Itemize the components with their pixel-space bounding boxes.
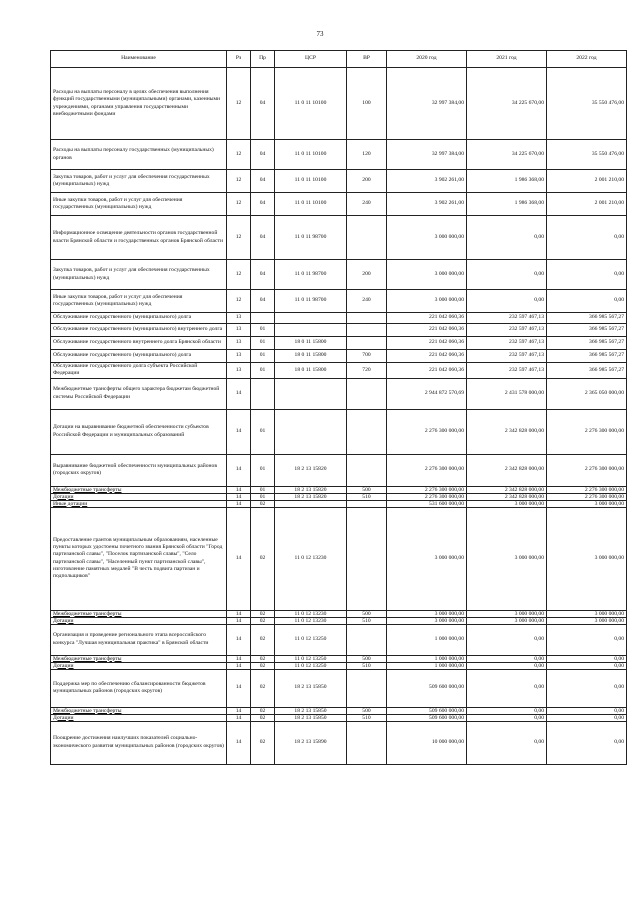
cell-2022: 3 000 000,00 (547, 610, 627, 617)
cell-2020: 2 276 300 000,00 (387, 454, 467, 486)
table-row (51, 68, 627, 140)
cell-name: Иные закупки товаров, работ и услуг для обеспечения государственных (муниципальных) нужд (51, 193, 227, 216)
cell-name: Дотации на выравнивание бюджетной обеспеченности субъектов Российской Федерации и муниципальных образований (51, 409, 227, 454)
cell-2022: 0,00 (547, 655, 627, 662)
cell-2022: 35 550 476,00 (547, 140, 627, 170)
cell-pr: 04 (251, 290, 275, 313)
cell-rz: 13 (227, 337, 251, 350)
cell-pr: 02 (251, 669, 275, 707)
cell-rz: 12 (227, 68, 251, 140)
table-row (51, 486, 627, 493)
cell-rz: 14 (227, 624, 251, 655)
cell-name: Межбюджетные трансферты (51, 486, 227, 493)
cell-2020: 2 276 300 000,00 (387, 409, 467, 454)
cell-2022: 2 001 210,00 (547, 170, 627, 193)
cell-2021: 232 597 467,13 (467, 313, 547, 324)
cell-csr: 11 0 12 13230 (275, 617, 347, 624)
cell-2021: 0,00 (467, 714, 547, 721)
cell-name: Обслуживание государственного внутреннего долга Брянской области (51, 337, 227, 350)
cell-name: Дотации (51, 493, 227, 500)
table-row (51, 454, 627, 486)
cell-pr: 02 (251, 721, 275, 764)
cell-csr: 11 0 11 10100 (275, 193, 347, 216)
cell-pr: 01 (251, 409, 275, 454)
cell-csr: 11 0 11 98700 (275, 290, 347, 313)
cell-rz: 14 (227, 655, 251, 662)
cell-2020: 221 042 060,36 (387, 313, 467, 324)
budget-table (50, 50, 627, 765)
cell-csr: 11 0 12 13250 (275, 662, 347, 669)
table-row (51, 662, 627, 669)
table-row (51, 617, 627, 624)
table-row (51, 216, 627, 260)
cell-pr: 02 (251, 507, 275, 610)
cell-2020: 221 042 060,36 (387, 324, 467, 337)
cell-rz: 12 (227, 140, 251, 170)
cell-pr: 01 (251, 486, 275, 493)
cell-2022: 2 276 300 000,00 (547, 454, 627, 486)
cell-pr: 01 (251, 350, 275, 363)
cell-csr: 11 0 12 13250 (275, 624, 347, 655)
cell-vr: 510 (347, 714, 387, 721)
cell-csr (275, 378, 347, 409)
cell-csr (275, 500, 347, 507)
cell-2020: 509 600 000,00 (387, 714, 467, 721)
cell-2021: 232 597 467,13 (467, 363, 547, 379)
cell-2020: 1 000 000,00 (387, 624, 467, 655)
table-row (51, 493, 627, 500)
cell-vr (347, 378, 387, 409)
cell-2020: 1 000 000,00 (387, 655, 467, 662)
cell-vr: 700 (347, 350, 387, 363)
cell-2022: 0,00 (547, 260, 627, 290)
cell-vr: 200 (347, 260, 387, 290)
cell-rz: 14 (227, 454, 251, 486)
table-row (51, 500, 627, 507)
cell-2020: 2 276 300 000,00 (387, 486, 467, 493)
cell-rz: 13 (227, 350, 251, 363)
cell-name: Поощрение достижения наилучших показателей социально-экономического развития муниципальных районов (городских округов) (51, 721, 227, 764)
table-body (51, 68, 627, 765)
cell-vr (347, 721, 387, 764)
cell-vr (347, 454, 387, 486)
cell-rz: 12 (227, 193, 251, 216)
cell-2021: 2 342 828 000,00 (467, 409, 547, 454)
cell-csr: 11 0 12 13230 (275, 610, 347, 617)
cell-2020: 32 997 384,00 (387, 140, 467, 170)
cell-pr: 02 (251, 662, 275, 669)
cell-rz: 13 (227, 324, 251, 337)
cell-rz: 14 (227, 610, 251, 617)
cell-2020: 1 000 000,00 (387, 662, 467, 669)
cell-2022: 366 985 567,27 (547, 363, 627, 379)
cell-vr: 120 (347, 140, 387, 170)
cell-2021: 3 000 000,00 (467, 500, 547, 507)
cell-vr (347, 324, 387, 337)
table-row (51, 363, 627, 379)
cell-name: Обслуживание государственного (муниципального) внутреннего долга (51, 324, 227, 337)
cell-csr: 18 2 13 15850 (275, 714, 347, 721)
cell-vr: 500 (347, 707, 387, 714)
cell-2022: 3 000 000,00 (547, 507, 627, 610)
cell-2022: 0,00 (547, 721, 627, 764)
cell-2021: 3 000 000,00 (467, 617, 547, 624)
cell-name: Информационное освещение деятельности органов государственной власти Брянской области и государственных органов Брянской области (51, 216, 227, 260)
cell-csr: 18 2 13 15850 (275, 707, 347, 714)
cell-2020: 10 000 000,00 (387, 721, 467, 764)
cell-2020: 221 042 060,36 (387, 350, 467, 363)
cell-2021: 0,00 (467, 662, 547, 669)
cell-rz: 12 (227, 216, 251, 260)
cell-pr (251, 378, 275, 409)
cell-csr: 18 0 11 15800 (275, 337, 347, 350)
table-row (51, 140, 627, 170)
table-row (51, 170, 627, 193)
cell-2020: 3 000 000,00 (387, 290, 467, 313)
cell-name: Иные закупки товаров, работ и услуг для обеспечения государственных (муниципальных) нужд (51, 290, 227, 313)
cell-csr: 18 2 13 15890 (275, 721, 347, 764)
cell-2021: 3 000 000,00 (467, 610, 547, 617)
cell-rz: 12 (227, 290, 251, 313)
cell-2022: 0,00 (547, 714, 627, 721)
cell-csr: 11 0 11 10100 (275, 68, 347, 140)
col-header-name: Наименование (51, 51, 227, 68)
cell-pr (251, 313, 275, 324)
table-row (51, 260, 627, 290)
cell-2020: 3 000 000,00 (387, 260, 467, 290)
cell-2020: 32 997 384,00 (387, 68, 467, 140)
cell-vr: 200 (347, 170, 387, 193)
table-row (51, 290, 627, 313)
cell-2022: 2 001 210,00 (547, 193, 627, 216)
col-header-2022: 2022 год (547, 51, 627, 68)
col-header-vr: ВР (347, 51, 387, 68)
cell-rz: 14 (227, 714, 251, 721)
cell-2021: 34 225 670,00 (467, 68, 547, 140)
cell-2020: 3 000 000,00 (387, 617, 467, 624)
cell-2021: 232 597 467,13 (467, 337, 547, 350)
cell-2021: 1 986 368,00 (467, 193, 547, 216)
cell-rz: 14 (227, 500, 251, 507)
cell-2020: 509 600 000,00 (387, 707, 467, 714)
cell-2021: 0,00 (467, 290, 547, 313)
cell-2022: 0,00 (547, 216, 627, 260)
table-row (51, 714, 627, 721)
cell-2022: 2 365 050 000,00 (547, 378, 627, 409)
cell-csr: 18 2 13 15820 (275, 493, 347, 500)
cell-pr: 02 (251, 624, 275, 655)
cell-name: Межбюджетные трансферты общего характера бюджетам бюджетной системы Российской Федерации (51, 378, 227, 409)
table-row (51, 350, 627, 363)
cell-pr: 02 (251, 714, 275, 721)
table-row (51, 624, 627, 655)
cell-2022: 0,00 (547, 707, 627, 714)
col-header-2020: 2020 год (387, 51, 467, 68)
table-row (51, 721, 627, 764)
cell-name: Организация и проведение регионального этапа всероссийского конкурса "Лучшая муниципальная практика" в Брянской области (51, 624, 227, 655)
cell-csr: 11 0 11 98700 (275, 216, 347, 260)
cell-rz: 14 (227, 507, 251, 610)
cell-csr: 18 0 11 15800 (275, 350, 347, 363)
cell-2022: 0,00 (547, 669, 627, 707)
cell-csr: 11 0 11 10100 (275, 140, 347, 170)
cell-2022: 0,00 (547, 290, 627, 313)
table-row (51, 324, 627, 337)
cell-name: Иные дотации (51, 500, 227, 507)
cell-2022: 2 276 300 000,00 (547, 409, 627, 454)
cell-rz: 13 (227, 313, 251, 324)
cell-csr (275, 409, 347, 454)
cell-2020: 3 000 000,00 (387, 216, 467, 260)
cell-pr: 02 (251, 610, 275, 617)
cell-pr: 01 (251, 493, 275, 500)
cell-2022: 2 276 300 000,00 (547, 486, 627, 493)
cell-pr: 04 (251, 193, 275, 216)
cell-2020: 509 600 000,00 (387, 669, 467, 707)
cell-csr: 11 0 12 13250 (275, 655, 347, 662)
cell-name: Межбюджетные трансферты (51, 707, 227, 714)
col-header-rz: Рз (227, 51, 251, 68)
cell-vr (347, 409, 387, 454)
cell-pr: 02 (251, 655, 275, 662)
cell-rz: 12 (227, 260, 251, 290)
cell-vr: 500 (347, 655, 387, 662)
cell-2021: 232 597 467,13 (467, 350, 547, 363)
cell-2022: 366 985 567,27 (547, 350, 627, 363)
table-row (51, 669, 627, 707)
table-row (51, 409, 627, 454)
cell-pr: 04 (251, 170, 275, 193)
cell-2021: 2 342 828 000,00 (467, 454, 547, 486)
cell-2020: 221 042 060,36 (387, 363, 467, 379)
cell-csr: 18 2 13 15820 (275, 454, 347, 486)
cell-2021: 0,00 (467, 260, 547, 290)
cell-name: Обслуживание государственного (муниципального) долга (51, 350, 227, 363)
cell-rz: 14 (227, 493, 251, 500)
table-row (51, 610, 627, 617)
cell-rz: 14 (227, 617, 251, 624)
col-header-csr: ЦСР (275, 51, 347, 68)
table-row (51, 337, 627, 350)
cell-name: Межбюджетные трансферты (51, 610, 227, 617)
cell-2022: 3 000 000,00 (547, 500, 627, 507)
cell-2022: 366 985 567,27 (547, 324, 627, 337)
cell-rz: 13 (227, 363, 251, 379)
cell-pr: 01 (251, 337, 275, 350)
cell-csr: 18 2 13 15850 (275, 669, 347, 707)
cell-name: Закупка товаров, работ и услуг для обеспечения государственных (муниципальных) нужд (51, 260, 227, 290)
cell-vr: 510 (347, 662, 387, 669)
cell-vr: 720 (347, 363, 387, 379)
cell-vr (347, 216, 387, 260)
cell-vr: 510 (347, 493, 387, 500)
cell-pr: 01 (251, 324, 275, 337)
cell-2022: 366 985 567,27 (547, 337, 627, 350)
cell-vr: 500 (347, 486, 387, 493)
cell-vr: 240 (347, 290, 387, 313)
cell-rz: 12 (227, 170, 251, 193)
table-row (51, 378, 627, 409)
cell-pr: 04 (251, 140, 275, 170)
cell-csr: 11 0 11 10100 (275, 170, 347, 193)
cell-2021: 1 986 368,00 (467, 170, 547, 193)
cell-csr: 11 0 12 13230 (275, 507, 347, 610)
cell-rz: 14 (227, 669, 251, 707)
cell-csr: 18 0 11 15800 (275, 363, 347, 379)
cell-csr (275, 313, 347, 324)
cell-2021: 0,00 (467, 707, 547, 714)
table-header-row (51, 51, 627, 68)
cell-name: Обслуживание государственного долга субъекта Российской Федерации (51, 363, 227, 379)
cell-vr (347, 507, 387, 610)
cell-2021: 232 597 467,13 (467, 324, 547, 337)
cell-2021: 0,00 (467, 669, 547, 707)
cell-2021: 0,00 (467, 624, 547, 655)
cell-vr (347, 624, 387, 655)
cell-rz: 14 (227, 707, 251, 714)
cell-vr: 240 (347, 193, 387, 216)
col-header-pr: Пр (251, 51, 275, 68)
cell-csr: 18 2 13 15820 (275, 486, 347, 493)
table-row (51, 707, 627, 714)
cell-pr: 02 (251, 617, 275, 624)
cell-csr (275, 324, 347, 337)
cell-rz: 14 (227, 378, 251, 409)
table-row (51, 507, 627, 610)
cell-pr: 02 (251, 500, 275, 507)
cell-2022: 0,00 (547, 624, 627, 655)
cell-rz: 14 (227, 486, 251, 493)
cell-rz: 14 (227, 662, 251, 669)
cell-pr: 04 (251, 68, 275, 140)
cell-2021: 3 000 000,00 (467, 507, 547, 610)
cell-2021: 0,00 (467, 721, 547, 764)
cell-csr: 11 0 11 98700 (275, 260, 347, 290)
cell-pr: 02 (251, 707, 275, 714)
cell-name: Закупка товаров, работ и услуг для обеспечения государственных (муниципальных) нужд (51, 170, 227, 193)
cell-vr (347, 500, 387, 507)
cell-2022: 35 550 476,00 (547, 68, 627, 140)
cell-2022: 366 985 567,27 (547, 313, 627, 324)
cell-name: Расходы на выплаты персоналу государственных (муниципальных) органов (51, 140, 227, 170)
cell-2021: 2 342 828 000,00 (467, 486, 547, 493)
col-header-2021: 2021 год (467, 51, 547, 68)
cell-name: Выравнивание бюджетной обеспеченности муниципальных районов (городских округов) (51, 454, 227, 486)
cell-vr (347, 337, 387, 350)
cell-pr: 04 (251, 260, 275, 290)
cell-name: Дотации (51, 617, 227, 624)
cell-name: Дотации (51, 714, 227, 721)
cell-2022: 0,00 (547, 662, 627, 669)
table-row (51, 655, 627, 662)
cell-rz: 14 (227, 721, 251, 764)
cell-name: Обслуживание государственного (муниципального) долга (51, 313, 227, 324)
cell-name: Поддержка мер по обеспечению сбалансированности бюджетов муниципальных районов (городских округов) (51, 669, 227, 707)
cell-2021: 34 225 670,00 (467, 140, 547, 170)
cell-2020: 3 000 000,00 (387, 507, 467, 610)
cell-pr: 04 (251, 216, 275, 260)
cell-2021: 0,00 (467, 655, 547, 662)
cell-2021: 2 342 828 000,00 (467, 493, 547, 500)
page-number: 73 (316, 30, 324, 38)
cell-name: Предоставление грантов муниципальным образованиям, населенные пункты которых удостоены почетного звания Брянской области "Город партизанской славы", "Поселок партизанской славы", "Село партизанской славы", "Населенный пункт партизанской славы", изготовление памятных медалей "В честь подвига партизан и подпольщиков" (51, 507, 227, 610)
cell-name: Межбюджетные трансферты (51, 655, 227, 662)
cell-2020: 3 000 000,00 (387, 610, 467, 617)
cell-name: Расходы на выплаты персоналу в целях обеспечения выполнения функций государственными (муниципальными) органами, казенными учреждениями, органами управления государственными внебюджетными фондами (51, 68, 227, 140)
cell-2020: 3 902 261,00 (387, 170, 467, 193)
cell-2020: 2 276 300 000,00 (387, 493, 467, 500)
table-row (51, 313, 627, 324)
table-row (51, 193, 627, 216)
cell-2021: 2 431 578 000,00 (467, 378, 547, 409)
cell-name: Дотации (51, 662, 227, 669)
cell-pr: 01 (251, 454, 275, 486)
cell-vr: 100 (347, 68, 387, 140)
cell-vr (347, 669, 387, 707)
cell-2020: 3 902 261,00 (387, 193, 467, 216)
cell-pr: 01 (251, 363, 275, 379)
cell-2022: 2 276 300 000,00 (547, 493, 627, 500)
cell-rz: 14 (227, 409, 251, 454)
cell-2021: 0,00 (467, 216, 547, 260)
cell-2020: 221 042 060,36 (387, 337, 467, 350)
cell-vr (347, 313, 387, 324)
cell-vr: 510 (347, 617, 387, 624)
cell-2020: 2 944 872 570,69 (387, 378, 467, 409)
cell-2022: 3 000 000,00 (547, 617, 627, 624)
cell-vr: 500 (347, 610, 387, 617)
cell-2020: 531 600 000,00 (387, 500, 467, 507)
